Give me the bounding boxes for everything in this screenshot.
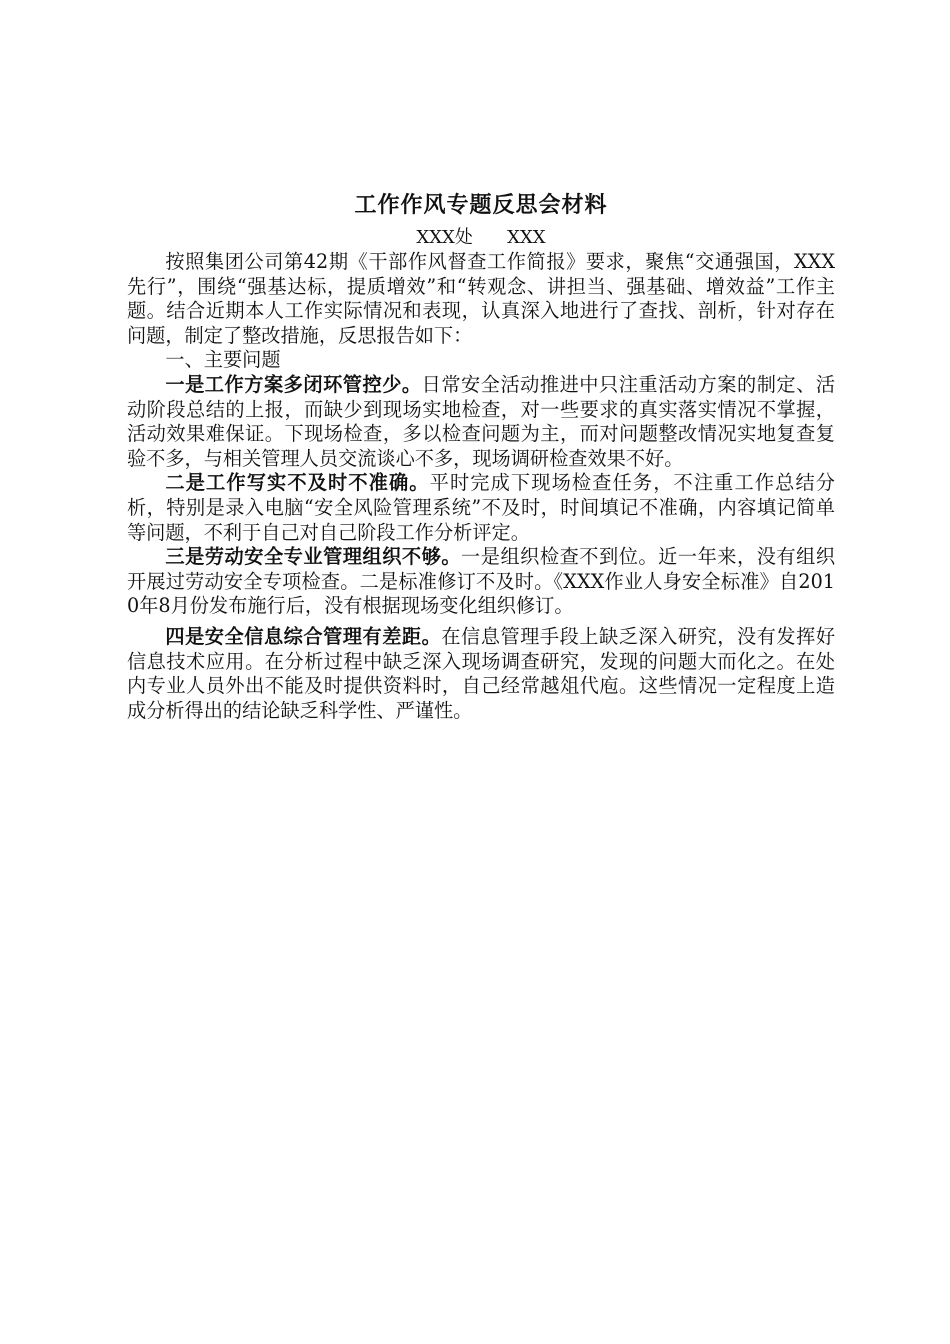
intro-paragraph: 按照集团公司第42期《干部作风督查工作简报》要求，聚焦“交通强国，XXX先行”，围绕“强基达标，提质增效”和“转观念、讲担当、强基础、增效益”工作主题。结合近期本人工作实际情况和表现，认真深入地进行了查找、剖析，针对存在问题，制定了整改措施，反思报告如下： (127, 250, 835, 347)
section-heading-main-problems: 一、主要问题 (165, 348, 281, 372)
problem-item-3 (127, 545, 835, 619)
problem-item-4-lead: 四是安全信息综合管理有差距。 (165, 624, 442, 648)
problem-item-2 (127, 471, 835, 545)
problem-item-1-body: 日常安全活动推进中只注重活动方案的制定、活动阶段总结的上报，而缺少到现场实地检查，对一些要求的真实落实情况不掌握，活动效果难保证。下现场检查，多以检查问题为主，而对问题整改情况实地复查复验不多，与相关管理人员交流谈心不多，现场调研检查效果不好。 (127, 372, 836, 470)
document-title: 工作作风专题反思会材料 (354, 192, 608, 218)
problem-item-4 (127, 625, 835, 723)
problem-item-4-body: 在信息管理手段上缺乏深入研究，没有发挥好信息技术应用。在分析过程中缺乏深入现场调查研究，发现的问题大而化之。在处内专业人员外出不能及时提供资料时，自己经常越俎代庖。这些情况一定程度上造成分析得出的结论缺乏科学性、严谨性。 (127, 624, 836, 722)
problem-item-2-body: 平时完成下现场检查任务，不注重工作总结分析，特别是录入电脑“安全风险管理系统”不及时，时间填记不准确，内容填记简单等问题，不利于自己对自己阶段工作分析评定。 (127, 471, 835, 544)
document-byline: XXX处 XXX (416, 227, 546, 248)
problem-item-3-body: 一是组织检查不到位。近一年来，没有组织开展过劳动安全专项检查。二是标准修订不及时。《XXX作业人身安全标准》自2010年8月份发布施行后，没有根据现场变化组织修订。 (127, 545, 836, 618)
problem-item-2-lead: 二是工作写实不及时不准确。 (165, 471, 430, 495)
document-page (127, 186, 835, 723)
problem-item-3-lead: 三是劳动安全专业管理组织不够。 (165, 545, 462, 569)
problem-item-1 (127, 373, 835, 471)
problem-item-1-lead: 一是工作方案多闭环管控少。 (165, 372, 422, 396)
